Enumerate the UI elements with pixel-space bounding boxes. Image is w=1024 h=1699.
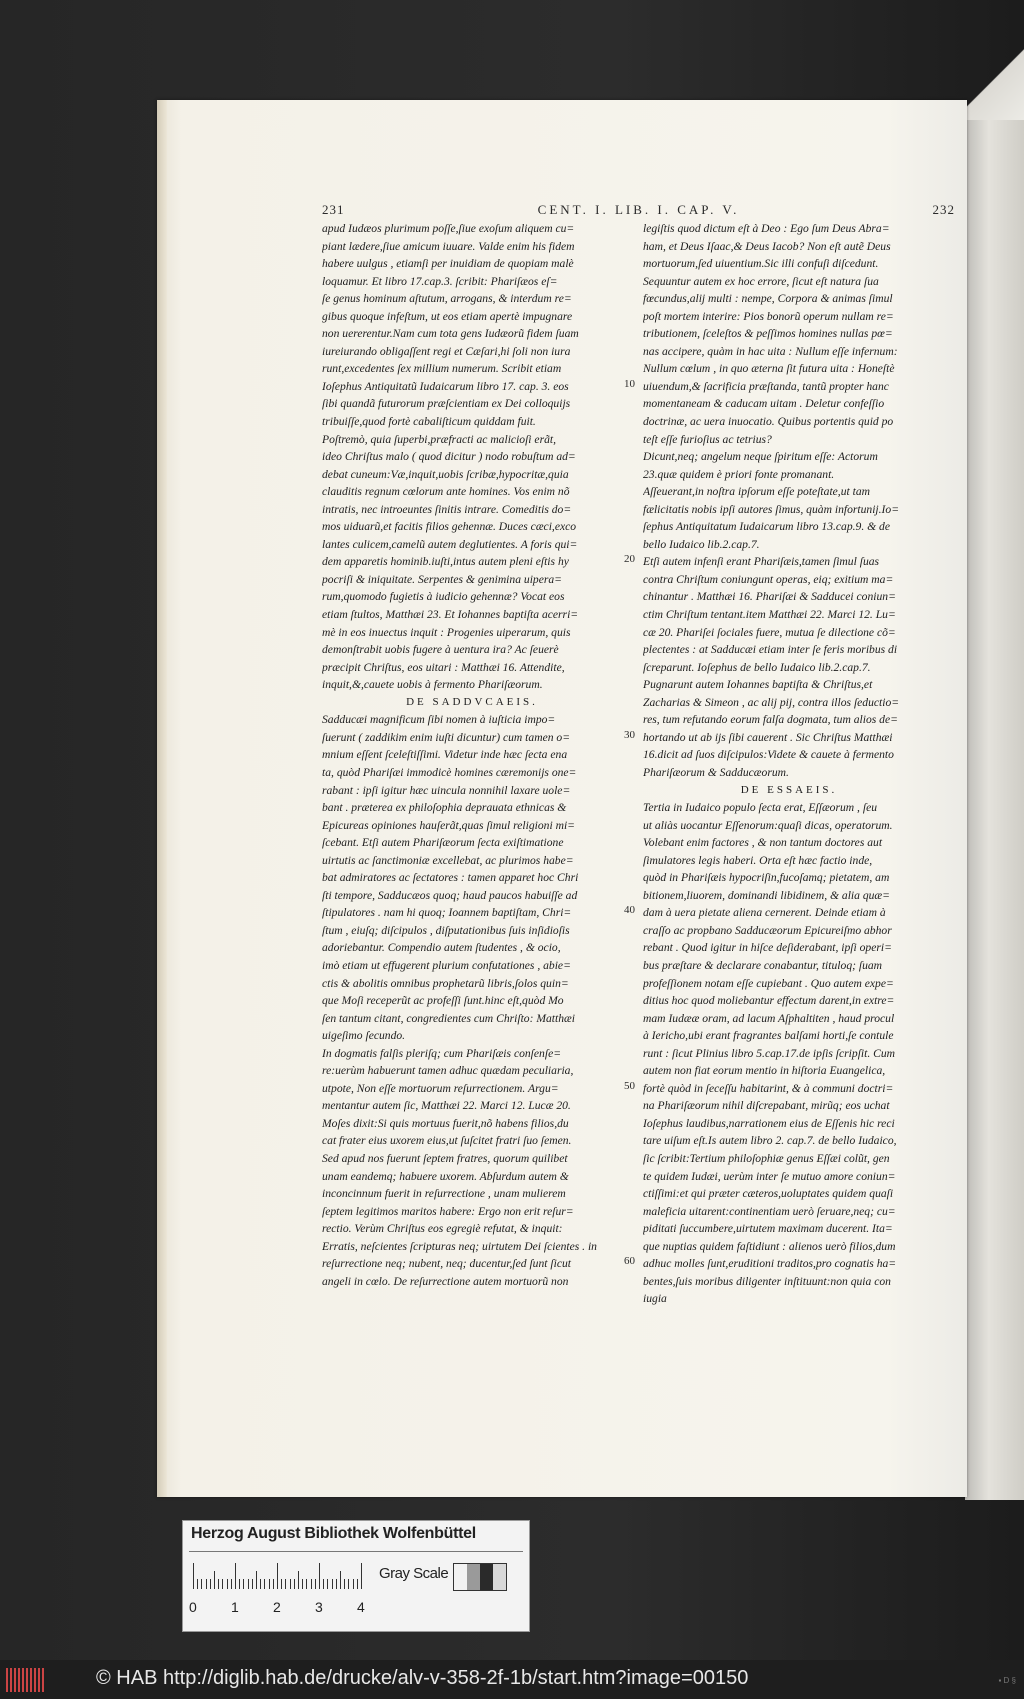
text-line: maleficia uitarent:continentiam uerò ſeruare,neq; cu= <box>643 1204 896 1218</box>
ruler-tick <box>206 1579 207 1589</box>
text-line: unam eandemq; habuere uxorem. Abſurdum autem & <box>322 1169 569 1183</box>
measurement-ruler <box>193 1561 363 1589</box>
text-line: bitionem,liuorem, dominandi libidinem, & alia quæ= <box>643 888 890 902</box>
text-line: debat cuneum:Væ,inquit,uobis ſcribæ,hypocritæ,quia <box>322 467 569 481</box>
text-line: ſic ſcribit:Tertium philoſophiæ genus Eſſæi colũt, gen <box>643 1151 890 1165</box>
line-number: 60 <box>624 1255 635 1268</box>
text-line: uigeſimo ſecundo. <box>322 1029 406 1043</box>
ruler-tick <box>243 1579 244 1589</box>
text-line: mentantur autem ſic, Matthæi 22. Marci 12. Lucæ 20. <box>322 1099 571 1113</box>
text-line: fortè quòd in ſeceſſu habitarint, & à communi doctri= <box>643 1081 894 1095</box>
gray-scale-label: Gray Scale <box>379 1565 449 1582</box>
text-column-right <box>643 220 935 1308</box>
ruler-tick <box>197 1579 198 1589</box>
text-line: que Moſi receperũt ac profeſſi ſunt.hinc eſt,quòd Mo <box>322 994 564 1008</box>
ruler-tick <box>201 1579 202 1589</box>
text-column-left <box>322 220 622 1290</box>
text-line: pocriſi & iniquitate. Serpentes & genimina uipera= <box>322 572 562 586</box>
text-line: quòd in Phariſæis hypocriſin,fucoſamq; pietatem, am <box>643 871 890 885</box>
text-line: ta, quòd Phariſæi immodicè homines cæremonijs one= <box>322 765 577 779</box>
ruler-tick <box>361 1563 362 1589</box>
text-line: ſcreparunt. Ioſephus de bello Iudaico lib.2.cap.7. <box>643 660 871 674</box>
text-line: inconcinnum fuerit in reſurrectione , unam mulierem <box>322 1187 566 1201</box>
text-line: Volebant enim factores , & non tantum doctores aut <box>643 836 883 850</box>
text-line: Sequuntur autem ex hoc errore, ſicut eſt natura ſua <box>643 274 879 288</box>
ruler-tick <box>239 1579 240 1589</box>
line-number: 10 <box>624 377 635 390</box>
ruler-tick <box>290 1579 291 1589</box>
text-line: ſen tantum citant, congredientes cum Chriſto: Matthæi <box>322 1011 575 1025</box>
gray-swatch <box>454 1564 467 1590</box>
text-line: apud Iudæos plurimum poſſe,ſiue exoſum aliquem cu= <box>322 222 575 235</box>
text-line: ctim Chriſtum tentant.item Matthæi 22. Marci 12. Lu= <box>643 608 896 622</box>
text-line: ham, et Deus Iſaac,& Deus Iacob? Non eſt autẽ Deus <box>643 239 891 253</box>
text-line: imò etiam ut effugerent plurium confutationes , abie= <box>322 958 571 972</box>
ruler-label: 2 <box>273 1599 281 1615</box>
text-line: bello Iudaico lib.2.cap.7. <box>643 537 760 551</box>
text-line: na Phariſæorum nihil diſcrepabant, mirũq; eos uchat <box>643 1099 890 1113</box>
library-name: Herzog August Bibliothek Wolfenbüttel <box>191 1525 476 1542</box>
ruler-tick <box>222 1579 223 1589</box>
ruler-tick <box>214 1571 215 1589</box>
ruler-tick <box>327 1579 328 1589</box>
ruler-tick <box>231 1579 232 1589</box>
text-line: rectio. Verùm Chriſtus eos egregiè refutat, & inquit: <box>322 1222 563 1236</box>
text-line: tribuiſſe,quod fortè cabaliſticum quiddam fuit. <box>322 415 536 429</box>
text-line: bentes,ſuis moribus diligenter inſtituunt:non quia con <box>643 1274 891 1288</box>
text-line: Sed apud nos fuerunt ſeptem fratres, quorum quilibet <box>322 1151 568 1165</box>
ruler-tick <box>306 1579 307 1589</box>
ruler-tick <box>264 1579 265 1589</box>
text-line: ſimulatores legis haberi. Orta eſt hæc factio inde, <box>643 853 873 867</box>
text-line: uiuendum,& ſacrificia præſtanda, tantũ propter hanc <box>643 379 889 393</box>
text-line: Nullum cœlum , in quo æterna ſit futura uita : Honeſtè <box>643 362 895 376</box>
text-line: In dogmatis falſis pleriſq; cum Phariſæis conſenſe= <box>322 1046 562 1060</box>
ruler-tick <box>319 1563 320 1589</box>
text-line: re:uerùm habuerunt tamen adhuc quædam peculiaria, <box>322 1064 574 1078</box>
text-line: tributionem, ſceleſtos & peſſimos homines nullas pœ= <box>643 327 893 341</box>
text-line: bat admiratores ac ſectatores : tamen apparet hoc Chri <box>322 871 579 885</box>
text-line: hortando ut ab ijs ſibi cauerent . Sic Chriſtus Matthæi <box>643 730 893 744</box>
gray-swatch <box>467 1564 480 1590</box>
line-number: 40 <box>624 904 635 917</box>
text-line: rebant . Quod igitur in hiſce deſiderabant, ipſi operi= <box>643 941 892 955</box>
text-line: Sadducæi magnificum ſibi nomen à iuſticia impo= <box>322 713 556 727</box>
ruler-tick <box>248 1579 249 1589</box>
ruler-tick <box>353 1579 354 1589</box>
line-number: 20 <box>624 553 635 566</box>
ruler-tick <box>336 1579 337 1589</box>
text-line: cat frater eius uxorem eius,ut ſuſcitet fratri ſuo ſemen. <box>322 1134 572 1148</box>
text-line: iugia <box>643 1292 667 1306</box>
text-line: Erratis, neſcientes ſcripturas neq; uirtutem Dei ſcientes . in <box>322 1239 597 1253</box>
ruler-tick <box>235 1563 236 1589</box>
text-line: legiſtis quod dictum eſt à Deo : Ego ſum Deus Abra= <box>643 222 890 235</box>
text-line: dam à uera pietate aliena cernerent. Deinde etiam à <box>643 906 886 920</box>
text-line: fœcundus,alij multi : nempe, Corpora & animas ſimul <box>643 292 893 306</box>
text-line: Aſſeuerant,in noſtra ipſorum eſſe poteſtate,ut tam <box>643 485 871 499</box>
ruler-tick <box>210 1579 211 1589</box>
text-line: ctis & abolitis omnibus prophetarũ libris,ſolos quin= <box>322 976 569 990</box>
text-line: mam Iudææ oram, ad lacum Aſphaltiten , haud procul <box>643 1011 895 1025</box>
ruler-tick <box>298 1571 299 1589</box>
gray-scale-swatches <box>453 1563 507 1591</box>
footer-bar <box>0 1660 1024 1699</box>
text-line: angeli in cœlo. De reſurrectione autem mortuorũ non <box>322 1274 569 1288</box>
text-line: reſurrectione neq; nubent, neq; ducentur,ſed ſunt ſicut <box>322 1257 571 1271</box>
library-color-tag <box>182 1520 530 1632</box>
text-line: lantes culicem,camelũ autem deglutientes. A foris qui= <box>322 537 578 551</box>
ruler-tick <box>277 1563 278 1589</box>
text-line: tare uiſum eſt.Is autem libro 2. cap.7. de bello Iudaico, <box>643 1134 897 1148</box>
ruler-labels <box>189 1599 379 1615</box>
folio-right: 232 <box>932 202 955 217</box>
text-line: runt : ſicut Plinius libro 5.cap.17.de ipſis ſcripſit. Cum <box>643 1046 896 1060</box>
text-line: Ioſephus laudibus,narrationem eius de Eſſenis hic reci <box>643 1116 895 1130</box>
ruler-tick <box>269 1579 270 1589</box>
line-number: 50 <box>624 1079 635 1092</box>
text-line: adhuc molles ſunt,eruditioni traditos,pro cognatis ha= <box>643 1257 897 1271</box>
text-line: uirtutis ac ſanctimoniæ excellebat, ac plurimos habe= <box>322 853 574 867</box>
text-line: doctrinæ, ac uera inuocatio. Quibus portentis quid po <box>643 415 894 429</box>
text-line: ſuerunt ( zaddikim enim iuſti dicuntur) cum tamen o= <box>322 730 571 744</box>
text-line: mortuorum,ſed uiuentium.Sic illi confuſi diſcedunt. <box>643 257 879 271</box>
text-line: ditius hoc quod moliebantur effectum darent,in extre= <box>643 994 895 1008</box>
source-url-text[interactable]: © HAB http://diglib.hab.de/drucke/alv-v-358-2f-1b/start.htm?image=00150 <box>96 1667 749 1689</box>
text-line: plectentes : at Sadducæi etiam inter ſe feris moribus di <box>643 643 898 657</box>
gray-swatch <box>493 1564 506 1590</box>
text-line: que nuptias quidem faſtidiunt : alienos uerò filios,dum <box>643 1239 896 1253</box>
text-line: bant . præterea ex philoſophia deprauata ethnicas & <box>322 801 567 815</box>
text-line: contra Chriſtum coniungunt operas, eiq; exitium ma= <box>643 572 894 586</box>
tag-divider <box>189 1551 523 1552</box>
ruler-tick <box>323 1579 324 1589</box>
text-line: habere uulgus , etiamſi per inuidiam de quopiam malè <box>322 257 574 271</box>
ruler-tick <box>227 1579 228 1589</box>
ruler-tick <box>348 1579 349 1589</box>
text-line: res, tum refutando eorum falſa dogmata, tum alios de= <box>643 713 898 727</box>
ruler-label: 0 <box>189 1599 197 1615</box>
text-line: poſt mortem interire: Pios bonorũ operum nullam re= <box>643 309 894 323</box>
text-line: piditati ſuccumbere,uirtutem maximam ducerent. Ita= <box>643 1222 893 1236</box>
text-line: ctiſſimi:et qui præter cæteros,uoluptates quidem quaſi <box>643 1187 894 1201</box>
text-line: ſtipulatores . nam hi quoq; Ioannem baptiſtam, Chri= <box>322 906 572 920</box>
text-line: ſe genus hominum aſtutum, arrogans, & interdum re= <box>322 292 572 306</box>
ruler-label: 4 <box>357 1599 365 1615</box>
text-line: mè in eos inuectus inquit : Progenies uiperarum, quis <box>322 625 571 639</box>
text-line: Pugnarunt autem Iohannes baptiſta & Chriſtus,et <box>643 678 873 692</box>
ruler-label: 1 <box>231 1599 239 1615</box>
text-line: craſſo ac propbano Sadducæorum Epicureiſmo abhor <box>643 923 892 937</box>
text-line: inquit,&,cauete uobis à fermento Phariſæorum. <box>322 678 543 692</box>
adjacent-page-corner <box>966 40 1024 130</box>
text-line: etiam ſtultos, Matthæi 23. Et Iohannes baptiſta acerri= <box>322 608 579 622</box>
text-line: à Iericho,ubi erant fragrantes balſami horti,ſe contule <box>643 1029 894 1043</box>
text-line: mnium eſſent ſceleſtiſſimi. Videtur inde hæc ſecta ena <box>322 748 568 762</box>
text-line: non uererentur.Nam cum tota gens Iudæorũ fidem ſuam <box>322 327 579 341</box>
page-gutter-edge <box>157 100 167 1497</box>
ruler-tick <box>311 1579 312 1589</box>
ruler-tick <box>260 1579 261 1589</box>
text-line: chinantur . Matthæi 16. Phariſæi & Sadducei coniun= <box>643 590 896 604</box>
text-line: mos uiduarũ,et facitis filios gehennæ. Duces cæci,exco <box>322 520 577 534</box>
text-line: loquamur. Et libro 17.cap.3. ſcribit: Phariſæos eſ= <box>322 274 558 288</box>
text-line: intratis, nec introeuntes ſinitis intrare. Comeditis do= <box>322 502 572 516</box>
line-number: 30 <box>624 728 635 741</box>
running-head-title: CENT. I. LIB. I. CAP. V. <box>537 202 740 217</box>
ruler-tick <box>315 1579 316 1589</box>
text-line: iureiurando obligaſſent regi et Cæſari,hi ſoli non iura <box>322 344 571 358</box>
text-line: te quidem Iudæi, uerùm inter ſe mutuo amore coniun= <box>643 1169 896 1183</box>
folio-left: 231 <box>322 202 345 217</box>
ruler-tick <box>344 1579 345 1589</box>
text-line: Tertia in Iudaico populo ſecta erat, Eſſæorum , ſeu <box>643 801 878 815</box>
ruler-tick <box>256 1571 257 1589</box>
text-line: Moſes dixit:Si quis mortuus fuerit,nõ habens filios,du <box>322 1116 569 1130</box>
text-line: utpote, Non eſſe mortuorum reſurrectionem. Argu= <box>322 1081 559 1095</box>
text-line: dem apparetis hominib.iuſti,intus autem pleni eſtis hy <box>322 555 569 569</box>
running-head <box>322 202 955 218</box>
ruler-tick <box>193 1563 194 1589</box>
text-line: cæ 20. Phariſei ſociales fuere, mutua ſe dilectione cõ= <box>643 625 896 639</box>
text-line: nas accipere, quàm in hac uita : Nullum eſſe infernum: <box>643 344 898 358</box>
text-line: bus præſtare & declarare conabantur, tituloq; ſuam <box>643 958 883 972</box>
text-line: demonſtrabit uobis fugere à uentura ira? Ac ſeuerè <box>322 643 559 657</box>
ruler-tick <box>218 1579 219 1589</box>
text-line: Etſi autem infenſi erant Phariſæis,tamen ſimul ſuas <box>643 555 880 569</box>
ruler-tick <box>281 1579 282 1589</box>
text-line: runt,excedentes ſex millium numerum. Scribit etiam <box>322 362 562 376</box>
text-line: DE ESSAEIS. <box>740 783 838 796</box>
text-line: piant lædere,ſiue amicum iuuare. Valde enim his fidem <box>322 239 575 253</box>
text-line: Epicureas opiniones hauſerãt,quas ſimul religioni mi= <box>322 818 575 832</box>
text-line: teſt eſſe furioſius ac tetrius? <box>643 432 772 446</box>
text-line: ſti tempore, Sadducæos quoq; haud paucos habuiſſe ad <box>322 888 578 902</box>
text-line: Dicunt,neq; angelum neque ſpiritum eſſe: Actorum <box>643 450 878 464</box>
ruler-tick <box>273 1579 274 1589</box>
text-line: ſtum , eiuſq; diſcipulos , diſputationibus ſuis inſidioſis <box>322 923 570 937</box>
text-line: ideo Chriſtus malo ( quod dicitur ) nodo robuſtum ad= <box>322 450 576 464</box>
text-line: præcipit Chriſtus, eos uitari : Matthæi 16. Attendite, <box>322 660 565 674</box>
footer-marker: ▪ D § <box>998 1676 1016 1685</box>
ruler-tick <box>340 1571 341 1589</box>
text-line: 16.dicit ad ſuos diſcipulos:Videte & cauete à fermento <box>643 748 894 762</box>
text-line: rabant : ipſi igitur hæc uincula nonnihil laxare uole= <box>322 783 571 797</box>
text-line: 23.quæ quidem è priori fonte promanant. <box>643 467 835 481</box>
text-line: rum,quomodo fugietis à iudicio gehennæ? Vocat eos <box>322 590 565 604</box>
gray-swatch <box>480 1564 493 1590</box>
text-line: Zacharias & Simeon , ac alij pij, contra illos ſeductio= <box>643 695 900 709</box>
text-line: ſephus Antiquitatum Iudaicarum libro 13.cap.9. & de <box>643 520 890 534</box>
ruler-tick <box>332 1579 333 1589</box>
text-line: ſibi quandã futurorum præſcientiam ex Dei colloquijs <box>322 397 571 411</box>
text-line: Poſtremò, quia ſuperbi,præfracti ac malicioſi erãt, <box>322 432 557 446</box>
text-line: fælicitatis nobis ipſi autores ſimus, quàm infortunij.Io= <box>643 502 900 516</box>
ruler-tick <box>357 1579 358 1589</box>
text-line: Ioſephus Antiquitatũ Iudaicarum libro 17. cap. 3. eos <box>322 379 569 393</box>
adjacent-page-edge <box>965 120 1024 1500</box>
text-line: ut aliàs uocantur Eſſenorum:quaſi dicas, operatorum. <box>643 818 893 832</box>
ruler-tick <box>285 1579 286 1589</box>
text-line: ſeptem legitimos maritos habere: Ergo non erit reſur= <box>322 1204 574 1218</box>
ruler-tick <box>302 1579 303 1589</box>
hab-logo-icon <box>6 1668 46 1692</box>
text-line: DE SADDVCAEIS. <box>406 695 538 708</box>
text-line: momentaneam & caducam uitam . Deletur confeſſio <box>643 397 885 411</box>
ruler-tick <box>294 1579 295 1589</box>
text-line: ſcebant. Etſi autem Phariſæorum ſecta exiſtimatione <box>322 836 564 850</box>
text-line: profeſſionem notam eſſe cupiebant . Quo autem expe= <box>643 976 894 990</box>
text-line: adoriebantur. Compendio autem ſtudentes , & ocio, <box>322 941 561 955</box>
text-line: gibus quoque infeſtum, ut eos etiam apertè impugnare <box>322 309 573 323</box>
ruler-tick <box>252 1579 253 1589</box>
ruler-label: 3 <box>315 1599 323 1615</box>
text-line: autem non fiat eorum mentio in hiſtoria Euangelica, <box>643 1064 886 1078</box>
text-line: clauditis regnum cœlorum ante homines. Vos enim nõ <box>322 485 570 499</box>
text-line: Phariſæorum & Sadducæorum. <box>643 765 789 779</box>
